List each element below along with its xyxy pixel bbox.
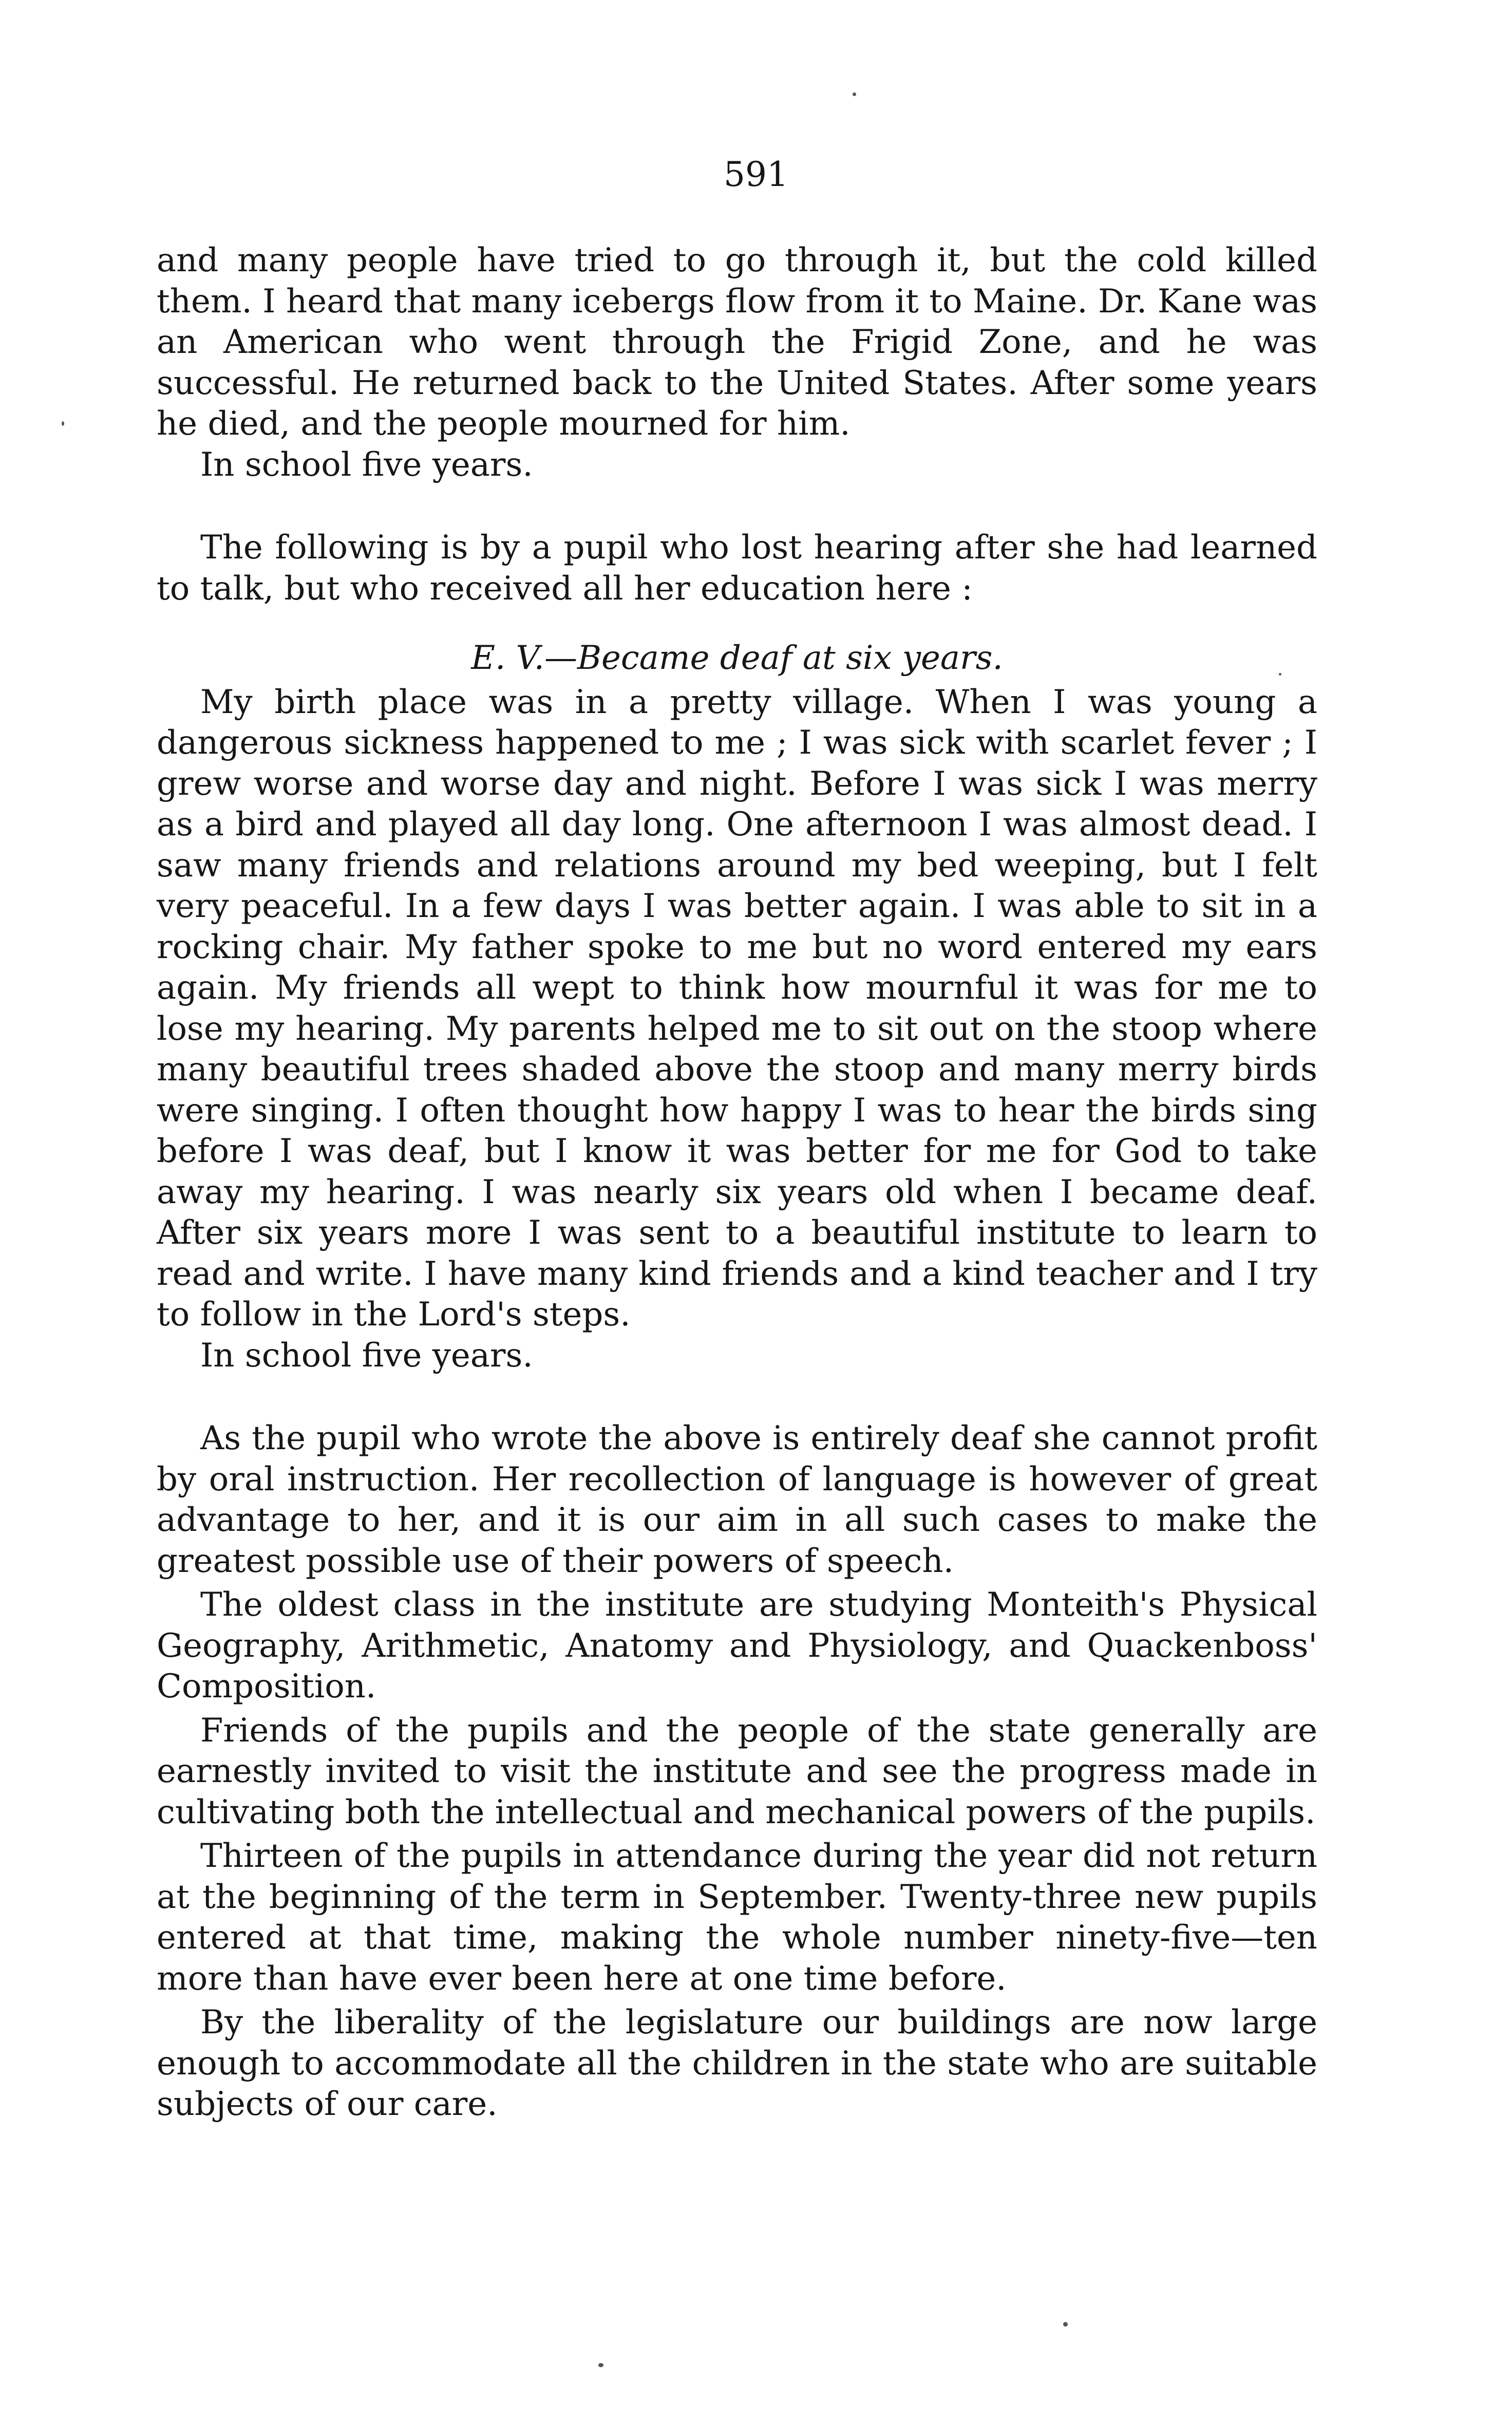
- paragraph-continuation: and many people have tried to go through it, but the cold killed them. I heard that many icebergs flow from it to Maine. Dr. Kane was an American who went through the Frigid Zone, and he was successful. He returned back to the United States. After some years he died, and the people mourned for him.: [157, 241, 1317, 443]
- paragraph-attendance: Thirteen of the pupils in attendance during the year did not return at the beginning of the term in September. Twenty-three new pupils entered at that time, making the whole number ninety-five—ten more than have ever been here at one time before.: [157, 1837, 1317, 1998]
- paragraph-school-years-1: In school five years.: [200, 445, 533, 484]
- scan-speck: [62, 421, 64, 426]
- body-text: [157, 240, 1317, 2125]
- scan-speck: [1063, 2322, 1068, 2327]
- scan-speck: [853, 92, 856, 96]
- scan-speck: [1279, 673, 1281, 676]
- page-number: 591: [724, 155, 788, 194]
- paragraph-school-years-2: In school five years.: [200, 1336, 533, 1375]
- paragraph-oral-instruction: As the pupil who wrote the above is entirely deaf she cannot profit by oral instruction. Her recollection of language is however of great advantage to her, and it is our aim in all such cases to make the greatest possible use of their powers of speech.: [157, 1419, 1317, 1580]
- section-heading: E. V.—Became deaf at six years.: [471, 639, 1003, 677]
- paragraph-legislature: By the liberality of the legislature our buildings are now large enough to accommodate all the children in the state who are suitable subjects of our care.: [157, 2003, 1317, 2123]
- scan-speck: [598, 2363, 603, 2367]
- paragraph-oldest-class: The oldest class in the institute are studying Monteith's Physical Geography, Arithmetic, Anatomy and Physiology, and Quackenboss' Composition.: [157, 1586, 1317, 1706]
- paragraph-introduction: The following is by a pupil who lost hearing after she had learned to talk, but who received all her education here :: [157, 529, 1317, 608]
- paragraph-composition: My birth place was in a pretty village. When I was young a dangerous sickness happened to me ; I was sick with scarlet fever ; I grew worse and worse day and night. Before I was sick I was merry as a bird and played all day long. One afternoon I was almost dead. I saw many friends and relations around my bed weeping, but I felt very peaceful. In a few days I was better again. I was able to sit in a rocking chair. My father spoke to me but no word entered my ears again. My friends all wept to think how mournful it was for me to lose my hearing. My parents helped me to sit out on the stoop where many beautiful trees shaded above the stoop and many merry birds were singing. I often thought how happy I was to hear the birds sing before I was deaf, but I know it was better for me for God to take away my hearing. I was nearly six years old when I became deaf. After six years more I was sent to a beautiful institute to learn to read and write. I have many kind friends and a kind teacher and I try to follow in the Lord's steps.: [157, 683, 1317, 1334]
- paragraph-friends: Friends of the pupils and the people of the state generally are earnestly invited to visit the institute and see the progress made in cultivating both the intellectual and mechanical powers of the pupils.: [157, 1711, 1317, 1831]
